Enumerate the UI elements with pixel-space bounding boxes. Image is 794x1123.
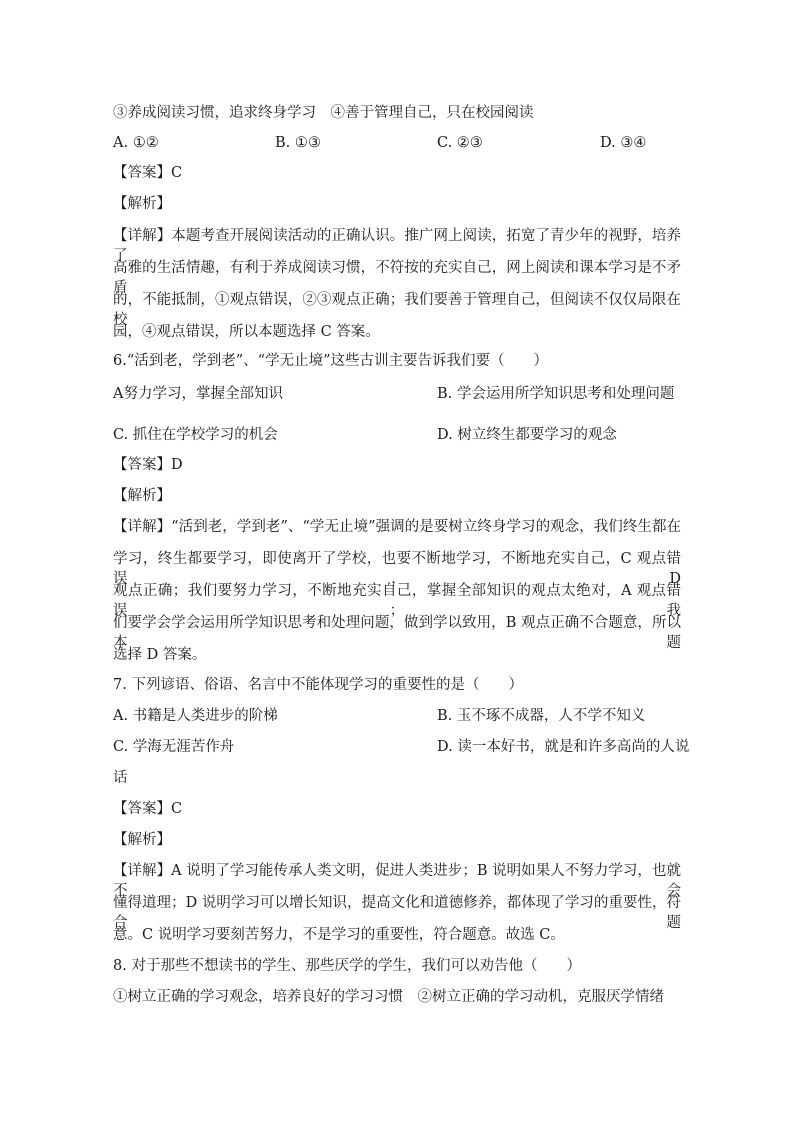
- q7-option-b: B. 玉不琢不成器，人不学不知义: [437, 708, 646, 724]
- q5-option-a: A. ①②: [113, 135, 159, 151]
- q5-detail-line-4: 园，④观点错误，所以本题选择 C 答案。: [113, 324, 380, 340]
- q7-detail-line-1: 【详解】A 说明了学习能传承人类文明，促进人类进步；B 说明如果人不努力学习，也就不会: [113, 863, 681, 899]
- q6-stem: 6.“活到老，学到老”、“学无止境”这些古训主要告诉我们要（ ）: [113, 353, 548, 369]
- q7-option-c: C. 学海无涯苦作舟: [113, 739, 235, 755]
- q5-analysis-label: 【解析】: [113, 196, 171, 212]
- q6-detail-line-1: 【详解】“活到老，学到老”、“学无止境”强调的是要树立终身学习的观念，我们终生都在: [113, 519, 681, 535]
- q6-answer: 【答案】D: [113, 457, 183, 473]
- q6-option-a: A努力学习，掌握全部知识: [113, 386, 283, 402]
- q7-option-d: D. 读一本好书，就是和许多高尚的人说: [437, 739, 690, 755]
- q7-detail-line-2: 懂得道理；D 说明学习可以增长知识，提高文化和道德修养，都体现了学习的重要性，符合题: [113, 895, 681, 931]
- q7-answer: 【答案】C: [113, 801, 183, 817]
- q6-analysis-label: 【解析】: [113, 488, 171, 504]
- q5-option-d: D. ③④: [600, 135, 647, 151]
- q5-detail-line-3: 的，不能抵制，①观点错误，②③观点正确；我们要善于管理自己，但阅读不仅仅局限在校: [113, 292, 681, 328]
- q6-option-d: D. 树立终生都要学习的观念: [437, 427, 617, 443]
- q7-stem: 7. 下列谚语、俗语、名言中不能体现学习的重要性的是（ ）: [113, 677, 523, 693]
- q5-detail-line-2: 高雅的生活情趣，有利于养成阅读习惯，不符按的充实自己，网上阅读和课本学习是不矛盾: [113, 260, 681, 296]
- q8-statement-1: ①树立正确的学习观念，培养良好的学习习惯 ②树立正确的学习动机，克服厌学情绪: [113, 989, 664, 1005]
- q5-option-b: B. ①③: [275, 135, 321, 151]
- q7-option-a: A. 书籍是人类进步的阶梯: [113, 708, 278, 724]
- q6-detail-line-3: 观点正确；我们要努力学习，不断地充实自己，掌握全部知识的观点太绝对，A 观点错误；我: [113, 583, 681, 619]
- q7-analysis-label: 【解析】: [113, 832, 171, 848]
- q6-option-c: C. 抓住在学校学习的机会: [113, 427, 278, 443]
- q5-detail-line-1: 【详解】本题考查开展阅读活动的正确认识。推广网上阅读，拓宽了青少年的视野，培养了: [113, 228, 681, 264]
- q6-detail-line-4: 们要学会学会运用所学知识思考和处理问题，做到学以致用，B 观点正确不合题意，所以本题: [113, 615, 681, 651]
- q8-stem: 8. 对于那些不想读书的学生、那些厌学的学生，我们可以劝告他（ ）: [113, 958, 581, 974]
- q5-option-c: C. ②③: [437, 135, 483, 151]
- q6-detail-line-5: 选择 D 答案。: [113, 647, 207, 663]
- q6-detail-line-2: 学习，终生都要学习，即使离开了学校，也要不断地学习，不断地充实自己，C 观点错误，D: [113, 551, 681, 587]
- q5-answer: 【答案】C: [113, 165, 183, 181]
- q7-option-d-continuation: 话: [113, 770, 128, 786]
- q6-option-b: B. 学会运用所学知识思考和处理问题: [437, 386, 675, 402]
- q7-detail-line-3: 意。C 说明学习要刻苦努力，不是学习的重要性，符合题意。故选 C。: [113, 927, 565, 943]
- q5-statement-continuation: ③养成阅读习惯，追求终身学习 ④善于管理自己，只在校园阅读: [113, 105, 534, 121]
